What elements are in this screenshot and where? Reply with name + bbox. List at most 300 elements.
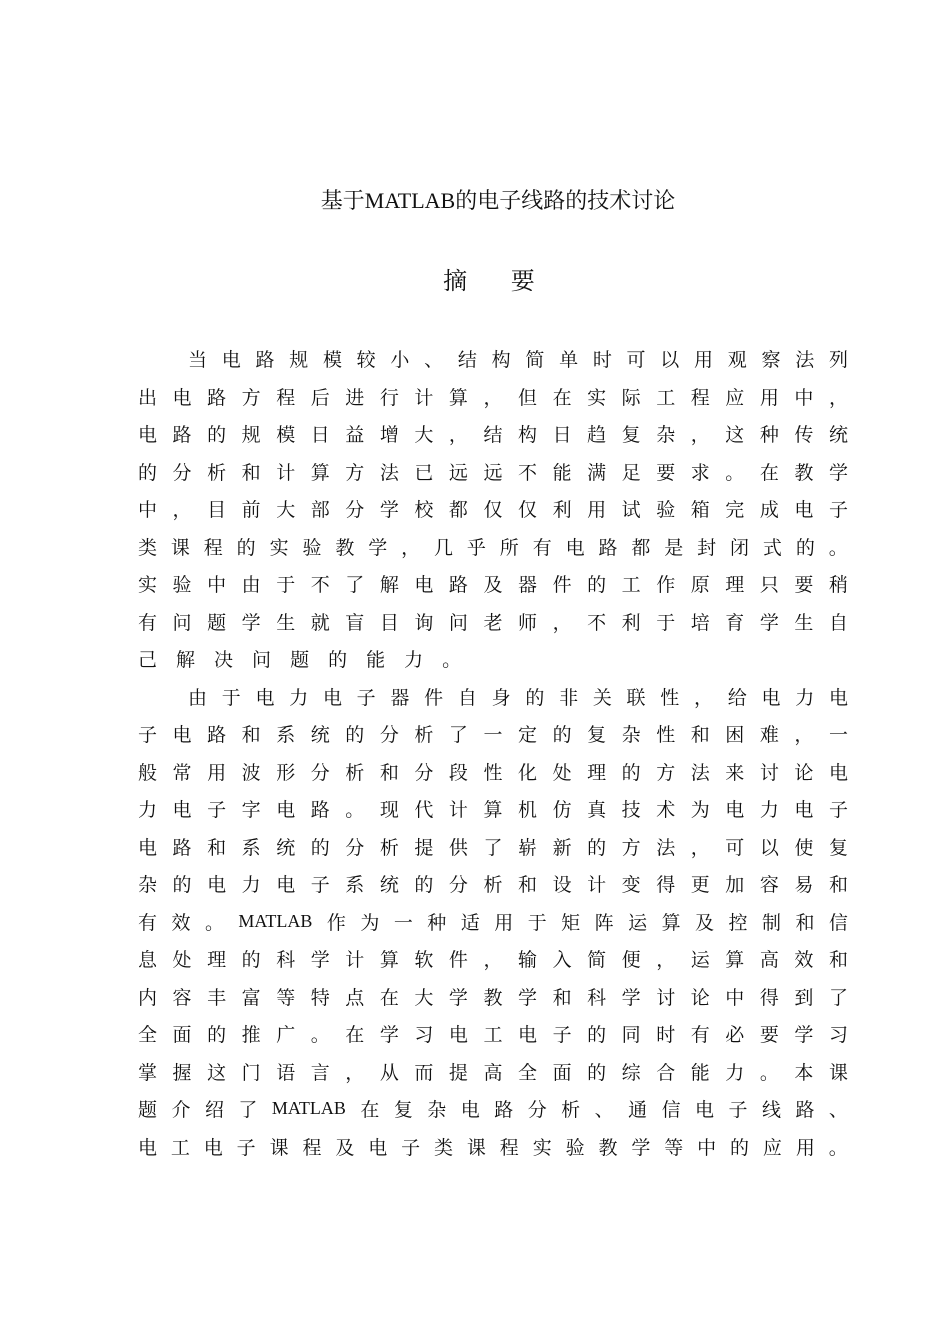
- text-char: 器: [518, 574, 538, 597]
- text-char: 利: [621, 611, 641, 634]
- text-char: 程: [690, 386, 710, 409]
- text-line: [138, 378, 848, 416]
- text-line: [138, 453, 848, 491]
- text-char: 推: [241, 1024, 261, 1047]
- text-char: 科: [587, 986, 607, 1009]
- text-char: 可: [725, 836, 745, 859]
- text-char: 通: [628, 1099, 648, 1122]
- text-char: 信: [828, 911, 848, 934]
- text-char: 法: [690, 761, 710, 784]
- text-char: 解: [379, 574, 399, 597]
- text-char: 定: [518, 724, 538, 747]
- text-char: 构: [491, 349, 511, 372]
- text-char: 方: [656, 761, 676, 784]
- text-char: 一: [393, 911, 413, 934]
- text-char: 性: [660, 686, 680, 709]
- text-char: 电: [138, 1136, 158, 1159]
- text-char: 身: [491, 686, 511, 709]
- text-char: 子: [828, 799, 848, 822]
- text-char: 的: [730, 1136, 750, 1159]
- text-char: 乎: [466, 536, 486, 559]
- text-char: 处: [172, 949, 192, 972]
- text-char: 子: [207, 799, 227, 822]
- text-char: 法: [656, 836, 676, 859]
- text-char: 分: [345, 499, 365, 522]
- text-char: 电: [518, 1024, 538, 1047]
- text-char: 分: [379, 724, 399, 747]
- text-char: 形: [276, 761, 296, 784]
- text-char: 能: [552, 461, 572, 484]
- text-char: 电: [322, 686, 342, 709]
- text-line: [138, 828, 848, 866]
- text-char: 、: [424, 349, 444, 372]
- text-char: 完: [725, 499, 745, 522]
- text-char: 电: [761, 686, 781, 709]
- text-line: [138, 1015, 848, 1053]
- text-char: 构: [518, 424, 538, 447]
- text-char: 处: [552, 761, 572, 784]
- text-char: 已: [414, 461, 434, 484]
- text-char: 仿: [552, 799, 572, 822]
- text-char: 和: [241, 724, 261, 747]
- text-char: 问: [448, 611, 468, 634]
- text-char: 学: [631, 1136, 651, 1159]
- text-char: 方: [345, 461, 365, 484]
- text-char: 出: [138, 386, 158, 409]
- text-char: 线: [761, 1099, 781, 1122]
- text-char: 电: [794, 799, 814, 822]
- text-char: 工: [170, 1136, 190, 1159]
- text-char: ，: [345, 1061, 365, 1084]
- text-char: 可: [626, 349, 646, 372]
- text-char: 从: [379, 1061, 399, 1084]
- text-line: [138, 978, 848, 1016]
- text-char: 高: [483, 1061, 503, 1084]
- text-char: ，: [552, 611, 572, 634]
- text-char: 能: [690, 1061, 710, 1084]
- text-char: 运: [628, 911, 648, 934]
- text-char: 中: [725, 986, 745, 1009]
- text-char: 种: [759, 424, 779, 447]
- text-char: 门: [241, 1061, 261, 1084]
- text-char: 。: [345, 799, 365, 822]
- text-char: 趋: [587, 424, 607, 447]
- text-char: 件: [424, 686, 444, 709]
- text-char: 化: [518, 761, 538, 784]
- text-char: 学: [794, 1024, 814, 1047]
- text-char: 教: [483, 986, 503, 1009]
- text-char: 论: [794, 761, 814, 784]
- text-char: 同: [621, 1024, 641, 1047]
- text-char: 合: [656, 1061, 676, 1084]
- text-char: 使: [794, 836, 814, 859]
- text-char: 列: [828, 349, 848, 372]
- text-char: 程: [276, 386, 296, 409]
- text-char: 便: [621, 949, 641, 972]
- text-char: 丰: [207, 986, 227, 1009]
- text-char: 电: [255, 686, 275, 709]
- text-char: 分: [414, 761, 434, 784]
- text-char: 器: [390, 686, 410, 709]
- text-char: ，: [172, 499, 192, 522]
- abstract-heading: 摘 要: [443, 267, 553, 295]
- text-char: 路: [310, 799, 330, 822]
- text-char: MATLAB: [238, 910, 313, 931]
- text-char: 电: [565, 536, 585, 559]
- text-char: 波: [241, 761, 261, 784]
- text-char: 工: [656, 386, 676, 409]
- text-char: 远: [448, 461, 468, 484]
- text-char: 教: [598, 1136, 618, 1159]
- text-char: 入: [552, 949, 572, 972]
- text-char: ，: [690, 836, 710, 859]
- text-line: [138, 678, 848, 716]
- text-char: 较: [356, 349, 376, 372]
- text-char: 在: [552, 386, 572, 409]
- text-char: 系: [345, 874, 365, 897]
- text-char: 统: [379, 874, 399, 897]
- text-char: 试: [621, 499, 641, 522]
- text-char: 段: [448, 761, 468, 784]
- text-line: [138, 565, 848, 603]
- text-char: 综: [621, 1061, 641, 1084]
- text-char: 解: [176, 649, 196, 672]
- text-char: 算: [483, 799, 503, 822]
- text-char: 中: [207, 574, 227, 597]
- text-char: 。: [725, 461, 745, 484]
- text-char: 课: [828, 1061, 848, 1084]
- text-char: ，: [690, 424, 710, 447]
- text-char: 以: [660, 349, 680, 372]
- text-char: 掌: [138, 1061, 158, 1084]
- text-char: 科: [276, 949, 296, 972]
- text-char: 应: [725, 386, 745, 409]
- text-char: 模: [276, 424, 296, 447]
- text-char: 以: [759, 836, 779, 859]
- text-char: 理: [725, 574, 745, 597]
- text-line: [138, 640, 848, 678]
- text-char: 用: [207, 761, 227, 784]
- text-char: 计: [345, 949, 365, 972]
- text-char: 提: [448, 1061, 468, 1084]
- text-char: 生: [276, 611, 296, 634]
- text-char: 析: [345, 761, 365, 784]
- text-char: 由: [241, 574, 261, 597]
- text-char: 分: [448, 874, 468, 897]
- text-char: 和: [518, 874, 538, 897]
- text-char: 复: [393, 1099, 413, 1122]
- text-char: 力: [241, 874, 261, 897]
- text-char: 应: [762, 1136, 782, 1159]
- text-char: 类: [138, 536, 158, 559]
- text-char: 析: [379, 836, 399, 859]
- text-char: 学: [379, 499, 399, 522]
- text-char: 大: [414, 424, 434, 447]
- text-char: 电: [203, 1136, 223, 1159]
- text-char: 全: [138, 1024, 158, 1047]
- text-char: 般: [138, 761, 158, 784]
- text-char: 握: [172, 1061, 192, 1084]
- text-char: 及: [483, 574, 503, 597]
- text-char: 计: [276, 461, 296, 484]
- text-char: 电: [794, 499, 814, 522]
- text-char: 和: [241, 461, 261, 484]
- text-char: 的: [172, 874, 192, 897]
- text-char: ，: [448, 424, 468, 447]
- text-char: 力: [795, 686, 815, 709]
- text-char: 和: [690, 724, 710, 747]
- text-char: 电: [695, 1099, 715, 1122]
- text-char: 目: [207, 499, 227, 522]
- text-char: 决: [214, 649, 234, 672]
- text-char: 只: [759, 574, 779, 597]
- text-char: 进: [345, 386, 365, 409]
- text-char: 由: [188, 686, 208, 709]
- text-char: 作: [656, 574, 676, 597]
- text-char: 程: [203, 536, 223, 559]
- text-char: 复: [621, 424, 641, 447]
- text-char: 不: [587, 611, 607, 634]
- text-char: 课: [269, 1136, 289, 1159]
- text-char: 程: [499, 1136, 519, 1159]
- text-line: [138, 865, 848, 903]
- text-char: 自: [457, 686, 477, 709]
- text-char: 分: [310, 761, 330, 784]
- text-line: [138, 715, 848, 753]
- text-char: 、: [828, 1099, 848, 1122]
- text-char: 箱: [690, 499, 710, 522]
- text-char: 验: [172, 574, 192, 597]
- text-char: 一: [483, 724, 503, 747]
- text-char: 联: [626, 686, 646, 709]
- text-char: 老: [483, 611, 503, 634]
- text-char: 校: [414, 499, 434, 522]
- text-char: 的: [345, 724, 365, 747]
- text-char: 面: [172, 1024, 192, 1047]
- text-char: 来: [725, 761, 745, 784]
- text-char: 路: [207, 386, 227, 409]
- text-char: 教: [335, 536, 355, 559]
- text-char: 讨: [656, 986, 676, 1009]
- text-char: 子: [552, 1024, 572, 1047]
- text-char: 单: [559, 349, 579, 372]
- text-char: 原: [690, 574, 710, 597]
- text-line: [138, 790, 848, 828]
- text-char: ，: [401, 536, 421, 559]
- text-char: 路: [494, 1099, 514, 1122]
- text-char: 计: [587, 874, 607, 897]
- text-char: 难: [759, 724, 779, 747]
- text-line: [138, 1090, 848, 1128]
- text-char: 和: [828, 949, 848, 972]
- text-char: 力: [725, 1061, 745, 1084]
- text-char: 的: [138, 461, 158, 484]
- text-char: 部: [310, 499, 330, 522]
- text-char: 语: [276, 1061, 296, 1084]
- text-char: 题: [290, 649, 310, 672]
- text-char: 为: [690, 799, 710, 822]
- text-char: 模: [322, 349, 342, 372]
- text-char: 电: [172, 799, 192, 822]
- text-char: 课: [170, 536, 190, 559]
- text-char: 子: [728, 1099, 748, 1122]
- text-char: 子: [401, 1136, 421, 1159]
- text-char: 信: [661, 1099, 681, 1122]
- text-char: 于: [276, 574, 296, 597]
- text-char: 生: [794, 611, 814, 634]
- text-char: 了: [483, 836, 503, 859]
- text-char: 盲: [345, 611, 365, 634]
- text-char: 培: [690, 611, 710, 634]
- text-char: 电: [725, 799, 745, 822]
- text-char: 用: [494, 911, 514, 934]
- text-char: 电: [414, 574, 434, 597]
- text-char: 都: [448, 499, 468, 522]
- text-char: 工: [621, 574, 641, 597]
- text-char: 和: [795, 911, 815, 934]
- text-char: 的: [207, 1024, 227, 1047]
- text-char: 阵: [594, 911, 614, 934]
- text-char: 实: [587, 386, 607, 409]
- text-char: 计: [414, 386, 434, 409]
- text-char: 算: [448, 386, 468, 409]
- text-char: 实: [269, 536, 289, 559]
- text-char: 和: [379, 761, 399, 784]
- text-char: 习: [414, 1024, 434, 1047]
- text-char: 的: [207, 424, 227, 447]
- text-char: 当: [188, 349, 208, 372]
- text-char: 而: [414, 1061, 434, 1084]
- text-char: 是: [664, 536, 684, 559]
- text-char: 于: [656, 611, 676, 634]
- text-char: 广: [276, 1024, 296, 1047]
- text-char: 电: [828, 686, 848, 709]
- text-char: 能: [366, 649, 386, 672]
- paragraph-2: [138, 678, 848, 1166]
- text-char: 设: [552, 874, 572, 897]
- text-char: 到: [794, 986, 814, 1009]
- text-line: [138, 415, 848, 453]
- text-char: 电: [138, 836, 158, 859]
- text-char: 有: [690, 1024, 710, 1047]
- text-char: 简: [525, 349, 545, 372]
- text-char: 提: [414, 836, 434, 859]
- text-char: 后: [310, 386, 330, 409]
- text-char: 析: [207, 461, 227, 484]
- text-char: 学: [518, 986, 538, 1009]
- text-char: 析: [561, 1099, 581, 1122]
- text-char: 有: [532, 536, 552, 559]
- text-char: 题: [207, 611, 227, 634]
- text-char: 一: [828, 724, 848, 747]
- text-char: 类: [434, 1136, 454, 1159]
- text-char: 时: [656, 1024, 676, 1047]
- text-char: 讨: [759, 761, 779, 784]
- text-char: 复: [828, 836, 848, 859]
- text-char: 计: [448, 799, 468, 822]
- text-char: 算: [725, 949, 745, 972]
- text-char: 询: [414, 611, 434, 634]
- text-char: 。: [310, 1024, 330, 1047]
- text-char: 电: [221, 349, 241, 372]
- text-char: 观: [727, 349, 747, 372]
- text-char: 中: [794, 386, 814, 409]
- text-char: 自: [828, 611, 848, 634]
- text-char: 件: [552, 574, 572, 597]
- text-char: 法: [379, 461, 399, 484]
- text-line: [138, 903, 848, 941]
- text-char: 路: [172, 836, 192, 859]
- text-char: 性: [483, 761, 503, 784]
- text-char: 为: [360, 911, 380, 934]
- text-char: 特: [310, 986, 330, 1009]
- text-char: 所: [499, 536, 519, 559]
- text-char: 必: [725, 1024, 745, 1047]
- text-line: [138, 340, 848, 378]
- text-char: 输: [518, 949, 538, 972]
- text-char: 供: [448, 836, 468, 859]
- text-char: 察: [761, 349, 781, 372]
- text-char: 。: [828, 536, 848, 559]
- text-char: 传: [794, 424, 814, 447]
- text-char: 用: [795, 1136, 815, 1159]
- text-char: 都: [631, 536, 651, 559]
- text-char: 要: [656, 461, 676, 484]
- text-char: 成: [759, 499, 779, 522]
- text-char: 的: [795, 536, 815, 559]
- text-char: 统: [310, 724, 330, 747]
- text-char: 算: [310, 461, 330, 484]
- text-char: 中: [138, 499, 158, 522]
- text-char: 常: [172, 761, 192, 784]
- text-char: 在: [360, 1099, 380, 1122]
- text-char: 软: [414, 949, 434, 972]
- text-char: 电: [138, 424, 158, 447]
- text-char: 非: [559, 686, 579, 709]
- text-char: ，: [483, 949, 503, 972]
- text-char: 实: [138, 574, 158, 597]
- text-char: 满: [587, 461, 607, 484]
- text-char: 方: [621, 836, 641, 859]
- text-char: 子: [828, 499, 848, 522]
- text-char: 分: [527, 1099, 547, 1122]
- text-char: 。: [442, 649, 462, 672]
- text-char: 了: [828, 986, 848, 1009]
- text-char: ，: [483, 386, 503, 409]
- text-char: 分: [172, 461, 192, 484]
- text-char: 日: [552, 424, 572, 447]
- text-char: 变: [621, 874, 641, 897]
- text-char: 系: [276, 724, 296, 747]
- text-char: 运: [690, 949, 710, 972]
- text-char: 和: [828, 874, 848, 897]
- text-char: ，: [828, 386, 848, 409]
- text-char: 结: [483, 424, 503, 447]
- text-char: 给: [727, 686, 747, 709]
- text-char: 子: [356, 686, 376, 709]
- text-char: 益: [345, 424, 365, 447]
- text-char: 了: [238, 1099, 258, 1122]
- text-char: 高: [759, 949, 779, 972]
- text-char: 富: [241, 986, 261, 1009]
- text-char: 算: [661, 911, 681, 934]
- text-char: 不: [310, 574, 330, 597]
- text-char: 了: [345, 574, 365, 597]
- text-line: [138, 753, 848, 791]
- text-line: [138, 603, 848, 641]
- text-char: 矩: [561, 911, 581, 934]
- text-char: 时: [592, 349, 612, 372]
